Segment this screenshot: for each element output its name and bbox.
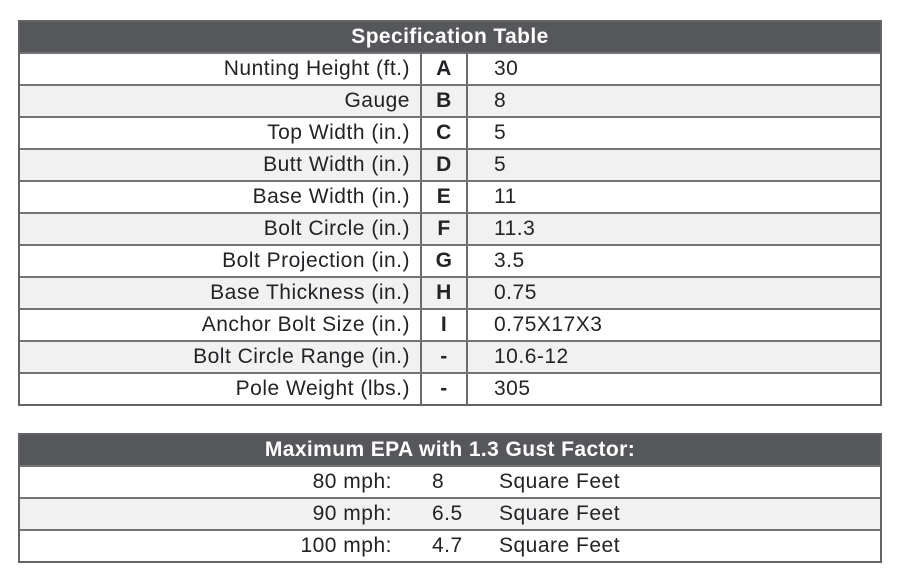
spec-key: D (420, 150, 468, 180)
epa-value: 6.5 (432, 502, 463, 525)
table-row (20, 52, 880, 84)
epa-value: 8 (432, 470, 445, 493)
epa-speed: 100 mph: (300, 534, 392, 557)
spec-key: C (420, 118, 468, 148)
spec-key: I (420, 310, 468, 340)
table-row (20, 372, 880, 404)
table-row (20, 116, 880, 148)
spec-label: Bolt Projection (in.) (222, 249, 410, 272)
table-row (20, 497, 880, 529)
epa-speed: 80 mph: (312, 470, 392, 493)
spec-value: 8 (494, 89, 507, 112)
spec-key: A (420, 54, 468, 84)
epa-table-header (20, 435, 880, 465)
spec-label: Butt Width (in.) (263, 153, 410, 176)
spec-label: Bolt Circle (in.) (263, 217, 410, 240)
table-row (20, 465, 880, 497)
spec-value: 5 (494, 121, 507, 144)
table-row (20, 244, 880, 276)
spec-value: 30 (494, 57, 519, 80)
spec-value: 5 (494, 153, 507, 176)
spec-label: Nunting Height (ft.) (223, 57, 410, 80)
epa-speed: 90 mph: (312, 502, 392, 525)
specification-table-header (20, 22, 880, 52)
epa-unit: Square Feet (499, 534, 621, 557)
spec-label: Base Width (in.) (252, 185, 410, 208)
table-row (20, 308, 880, 340)
table-row (20, 148, 880, 180)
spec-key: E (420, 182, 468, 212)
spec-label: Pole Weight (lbs.) (235, 377, 410, 400)
spec-label: Anchor Bolt Size (in.) (201, 313, 410, 336)
table-row (20, 276, 880, 308)
spec-key: - (420, 374, 468, 404)
specification-table (18, 20, 882, 406)
spec-key: G (420, 246, 468, 276)
spec-value: 11.3 (494, 217, 536, 240)
specification-table-title: Specification Table (351, 25, 549, 48)
spec-value: 0.75 (494, 281, 537, 304)
epa-value: 4.7 (432, 534, 463, 557)
spec-label: Gauge (344, 89, 410, 112)
table-row (20, 212, 880, 244)
spec-key: B (420, 86, 468, 116)
spec-key: H (420, 278, 468, 308)
spec-label: Top Width (in.) (267, 121, 410, 144)
spec-value: 0.75X17X3 (494, 313, 603, 336)
spec-key: F (420, 214, 468, 244)
table-row (20, 340, 880, 372)
spec-value: 305 (494, 377, 531, 400)
spec-label: Base Thickness (in.) (210, 281, 410, 304)
spec-value: 3.5 (494, 249, 525, 272)
epa-unit: Square Feet (499, 502, 621, 525)
spec-value: 11 (494, 185, 517, 208)
spec-key: - (420, 342, 468, 372)
table-row (20, 180, 880, 212)
epa-table-title: Maximum EPA with 1.3 Gust Factor: (264, 438, 636, 461)
epa-unit: Square Feet (499, 470, 621, 493)
spec-value: 10.6-12 (494, 345, 569, 368)
table-row (20, 84, 880, 116)
spec-label: Bolt Circle Range (in.) (193, 345, 410, 368)
table-row (20, 529, 880, 561)
epa-table (18, 433, 882, 563)
